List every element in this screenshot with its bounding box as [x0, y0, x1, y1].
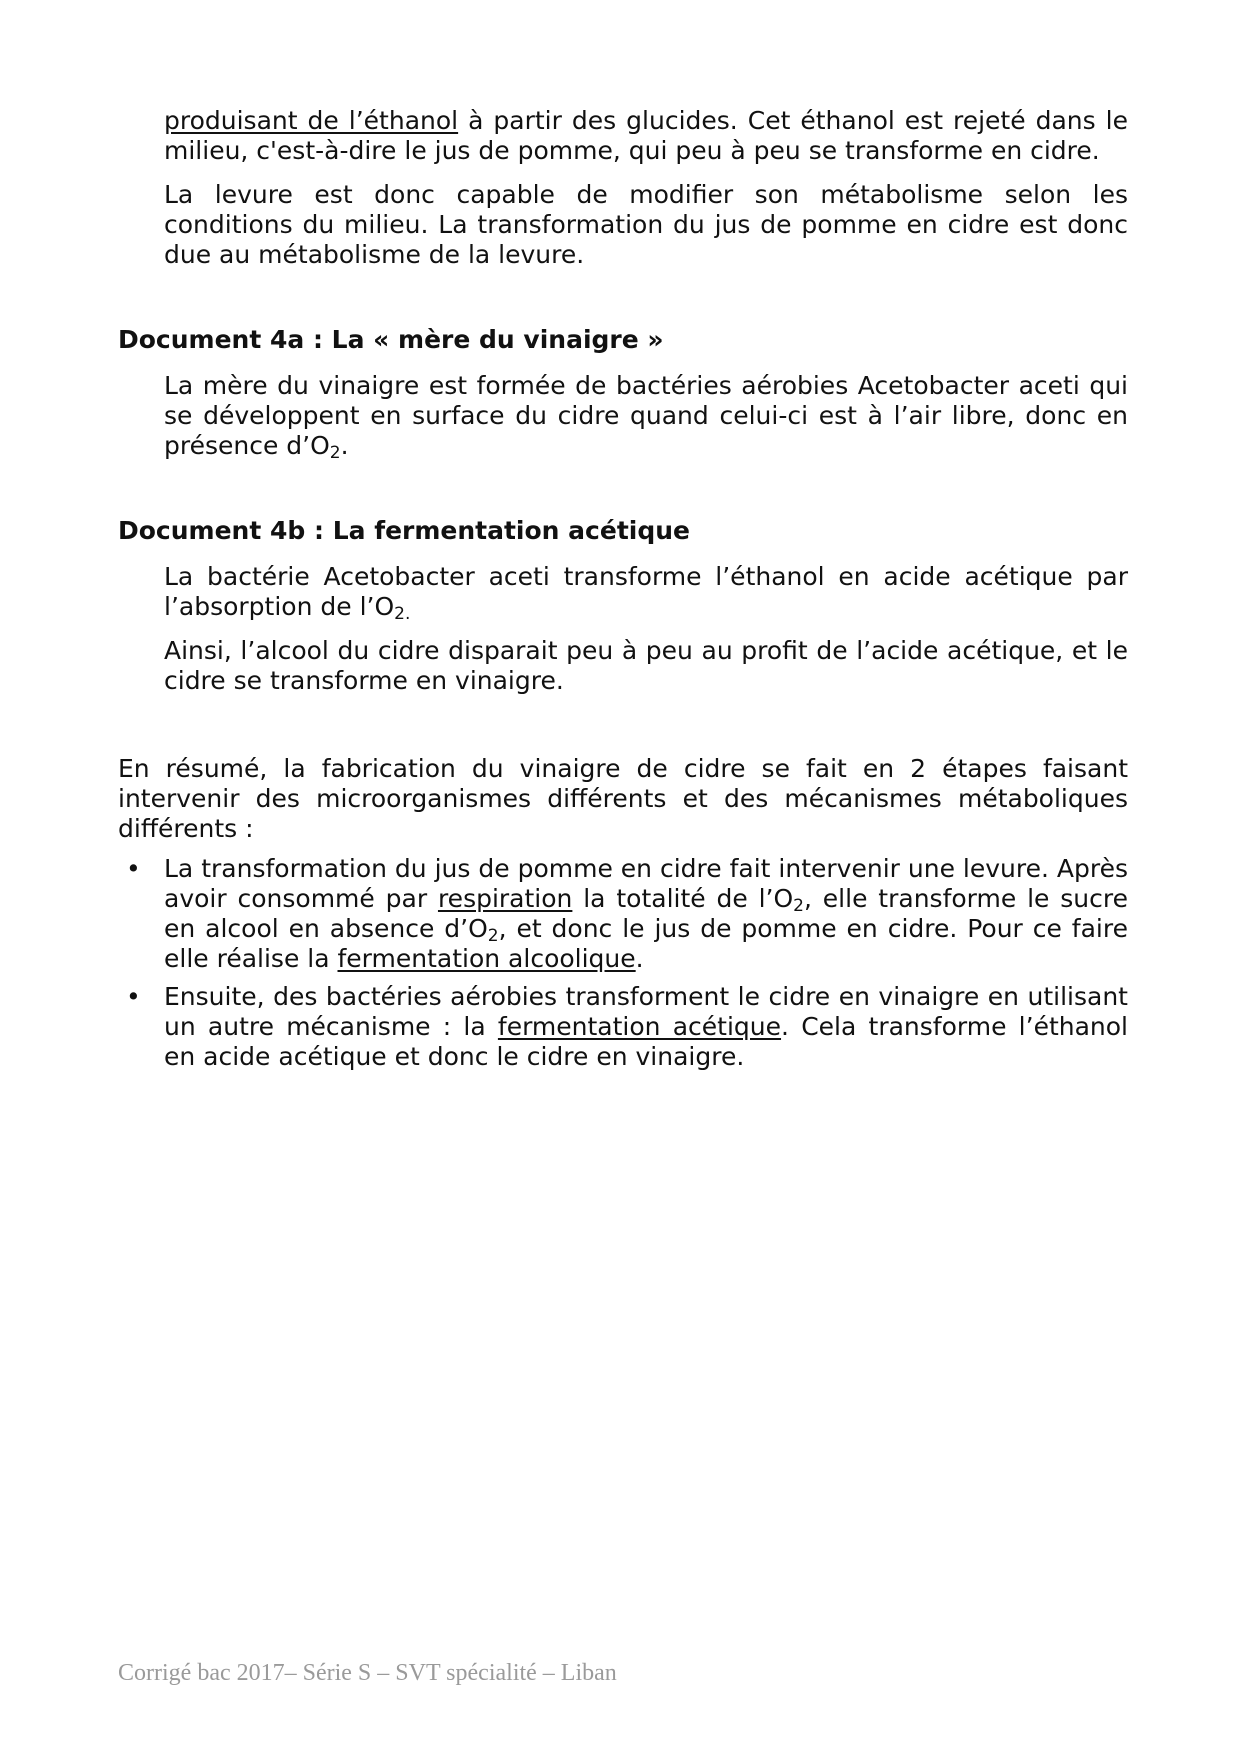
paragraph-summary-intro: En résumé, la fabrication du vinaigre de cidre se fait en 2 étapes faisant intervenir des microorganismes différents et des mécanismes métaboliques différents : — [118, 754, 1128, 843]
paragraph-acetobacter: La bactérie Acetobacter aceti transforme l’éthanol en acide acétique par l’absorption de $l’O_{2.}$ — [164, 562, 1128, 624]
list-item-vinaigre: Ensuite, des bactéries aérobies transforment le cidre en vinaigre en utilisant un autre mécanisme : la fermentation acétique. Cela transforme l’éthanol en acide acétique et donc le cidre en vinaigre. — [164, 982, 1128, 1071]
bullet-marker: • — [126, 854, 141, 883]
paragraph-alcohol-disappears: Ainsi, l’alcool du cidre disparait peu à peu au profit de l’acide acétique, et le cidre se transforme en vinaigre. — [164, 636, 1128, 695]
paragraph-ethanol-production: produisant de l’éthanol à partir des glucides. Cet éthanol est rejeté dans le milieu, c'est-à-dire le jus de pomme, qui peu à peu se transforme en cidre. — [164, 106, 1128, 165]
paragraph-yeast-metabolism: La levure est donc capable de modifier son métabolisme selon les conditions du milieu. La transformation du jus de pomme en cidre est donc due au métabolisme de la levure. — [164, 180, 1128, 269]
underlined-term: fermentation alcoolique — [337, 944, 636, 973]
bullet-marker: • — [126, 982, 141, 1011]
underlined-term: respiration — [437, 884, 573, 913]
paragraph-mere-du-vinaigre: La mère du vinaigre est formée de bactéries aérobies Acetobacter aceti qui se développent en surface du cidre quand celui-ci est à l’air libre, donc en présence $d’O_2$. — [164, 371, 1128, 463]
underlined-term: produisant de l’éthanol — [164, 106, 459, 135]
underlined-term: fermentation acétique — [497, 1012, 782, 1041]
heading-document-4b: Document 4b : La fermentation acétique — [118, 516, 690, 545]
heading-document-4a: Document 4a : La « mère du vinaigre » — [118, 325, 664, 354]
page-footer: Corrigé bac 2017– Série S – SVT spécialité – Liban — [118, 1660, 617, 1686]
list-item-cidre: La transformation du jus de pomme en cidre fait intervenir une levure. Après avoir consommé par respiration la totalité de $l’O_2$, elle transforme le sucre en alcool en absence $d’O_2$, et donc le jus de pomme en cidre. Pour ce faire elle réalise la fermentation alcoolique. — [164, 854, 1128, 973]
